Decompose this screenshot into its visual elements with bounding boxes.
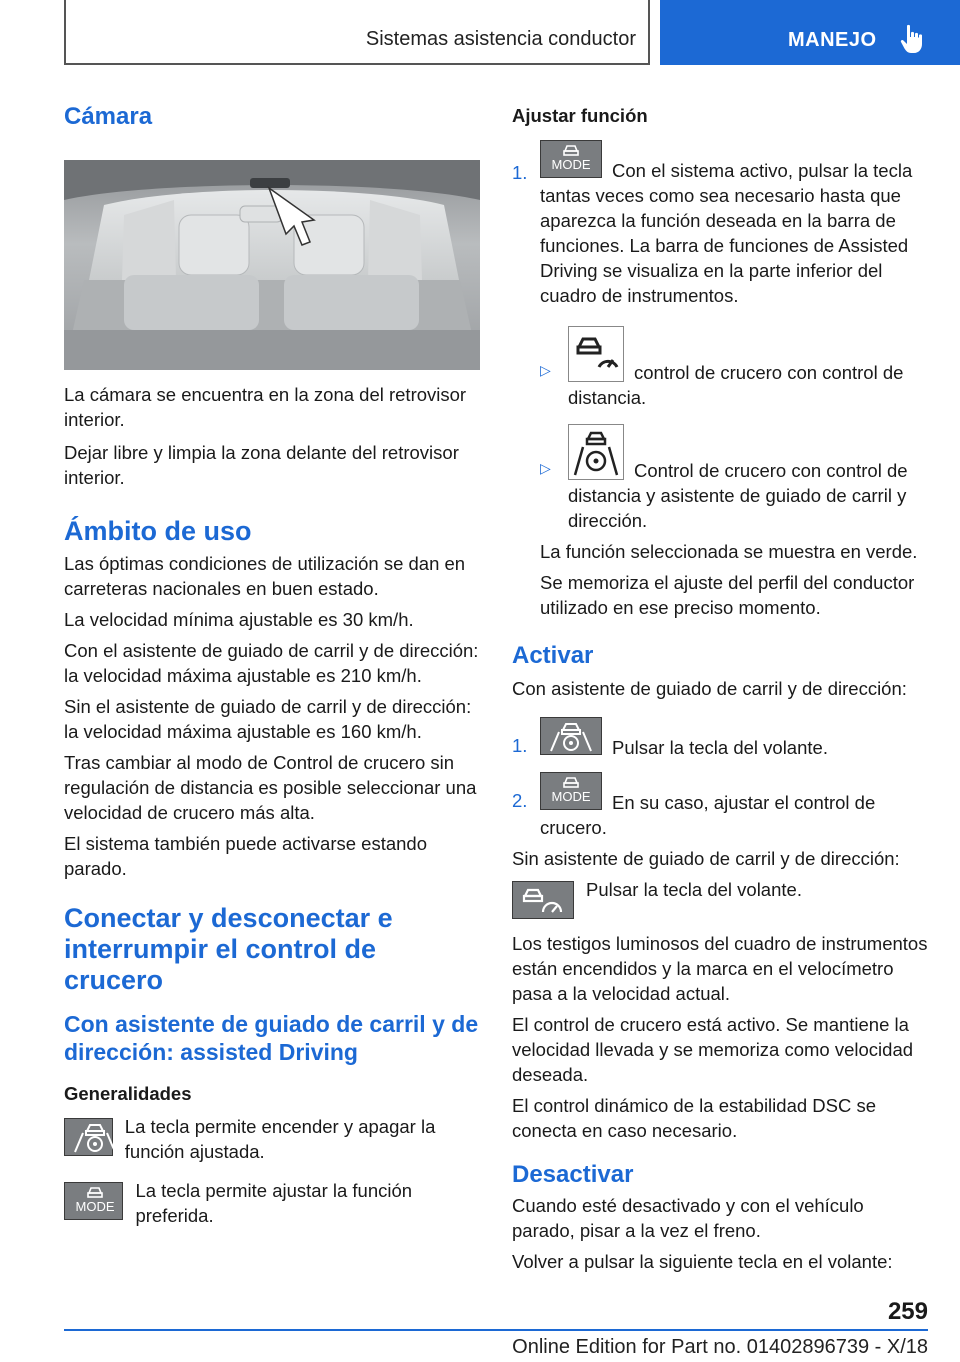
deactivate-paragraph-2: Volver a pulsar la siguiente tecla en el volante: bbox=[512, 1251, 893, 1272]
acc-function-icon bbox=[568, 326, 624, 382]
scope-heading: Ámbito de uso bbox=[64, 516, 252, 546]
activate-with-lane: Con asistente de guiado de carril y de dirección: bbox=[512, 678, 907, 699]
activate-step-2 bbox=[512, 772, 928, 840]
camera-paragraph-1: La cámara se encuentra en la zona del retrovisor interior. bbox=[64, 384, 467, 430]
mode-key-label: MODE bbox=[551, 789, 591, 804]
activate-paragraph-1: Los testigos luminosos del cuadro de instrumentos están encendidos y la marca en el velocímetro pasa a la velocidad actual. bbox=[512, 933, 928, 1004]
hand-pointer-icon bbox=[900, 24, 926, 59]
camera-paragraph-2: Dejar libre y limpia la zona delante del retrovisor interior. bbox=[64, 442, 459, 488]
header-bottom-border bbox=[64, 63, 650, 65]
mode-key-label: MODE bbox=[75, 1199, 115, 1214]
acc-key bbox=[512, 881, 574, 919]
activate-step-1-text: Pulsar la tecla del volante. bbox=[612, 737, 828, 758]
footer-rule bbox=[64, 1329, 928, 1331]
connect-heading: Conectar y desconectar e interrumpir el control de crucero bbox=[64, 903, 393, 995]
adjust-heading: Ajustar función bbox=[512, 105, 648, 126]
lane-assist-key bbox=[540, 717, 602, 755]
step-number: 2. bbox=[512, 790, 528, 811]
activate-step-2-text: En su caso, ajustar el control de crucero. bbox=[540, 792, 876, 838]
cruise-distance-icon bbox=[569, 327, 623, 381]
note-profile: Se memoriza el ajuste del perfil del conductor utilizado en ese preciso momento. bbox=[540, 572, 915, 618]
general-key-row-2 bbox=[64, 1182, 480, 1228]
bullet-triangle-icon: ▷ bbox=[540, 460, 551, 476]
steering-wheel-car-icon bbox=[65, 1119, 125, 1155]
header-right-border bbox=[648, 0, 650, 64]
lane-assist-key bbox=[64, 1118, 113, 1156]
page-number: 259 bbox=[887, 1298, 928, 1325]
mode-key bbox=[540, 772, 602, 810]
chapter-tab-label: MANEJO bbox=[788, 29, 877, 51]
general-key-row-1 bbox=[64, 1118, 480, 1164]
scope-paragraph-1: Las óptimas condiciones de utilización se dan en carreteras nacionales en buen estado. bbox=[64, 553, 466, 599]
mode-key bbox=[64, 1182, 123, 1220]
scope-paragraph-6: El sistema también puede activarse estando parado. bbox=[64, 833, 428, 879]
cruise-distance-icon bbox=[513, 882, 573, 918]
scope-paragraph-3: Con el asistente de guiado de carril y de dirección: la velocidad máxima ajustable es 210 km/h. bbox=[64, 640, 479, 686]
steering-wheel-car-icon bbox=[541, 718, 601, 754]
activate-without-lane: Sin asistente de guiado de carril y de dirección: bbox=[512, 848, 900, 869]
left-column bbox=[64, 96, 480, 1228]
section-title: Sistemas asistencia conductor bbox=[365, 28, 636, 50]
activate-acc-key-text: Pulsar la tecla del volante. bbox=[586, 879, 802, 900]
bullet-1-text: control de crucero con control de distancia. bbox=[568, 362, 904, 408]
mode-key bbox=[540, 140, 602, 178]
function-bullet-1 bbox=[512, 326, 928, 410]
general-key-2-text: La tecla permite ajustar la función preferida. bbox=[135, 1180, 413, 1226]
rear-view-mirror-camera-photo bbox=[64, 160, 480, 370]
step-1-text: Con el sistema activo, pulsar la tecla tantas veces como sea necesario hasta que aparezca la función deseada en la barra de funciones. La barra de funciones de Assisted Driving se visualiza en la parte inferior del cuadro de instrumentos. bbox=[540, 160, 913, 306]
camera-photo bbox=[64, 160, 480, 370]
scope-paragraph-2: La velocidad mínima ajustable es 30 km/h. bbox=[64, 609, 414, 630]
step-number: 1. bbox=[512, 162, 528, 183]
camera-heading: Cámara bbox=[64, 103, 153, 130]
deactivate-paragraph-1: Cuando esté desactivado y con el vehículo parado, pisar a la vez el freno. bbox=[512, 1195, 864, 1241]
activate-paragraph-2: El control de crucero está activo. Se mantiene la velocidad llevada y se memoriza como velocidad deseada. bbox=[512, 1014, 914, 1085]
right-column bbox=[512, 96, 928, 1274]
scope-paragraph-4: Sin el asistente de guiado de carril y de dirección: la velocidad máxima ajustable es 160 km/h. bbox=[64, 696, 472, 742]
function-bullet-2 bbox=[512, 424, 928, 533]
note-green: La función seleccionada se muestra en verde. bbox=[540, 541, 918, 562]
general-key-1-text: La tecla permite encender y apagar la función ajustada. bbox=[124, 1116, 436, 1162]
assisted-driving-heading: Con asistente de guiado de carril y de dirección: assisted Driving bbox=[64, 1011, 479, 1065]
activate-acc-key-row bbox=[512, 881, 928, 919]
deactivate-heading: Desactivar bbox=[512, 1161, 634, 1188]
bullet-2-text: Control de crucero con control de distancia y asistente de guiado de carril y dirección. bbox=[568, 460, 908, 531]
cruise-lane-assist-icon bbox=[569, 425, 623, 479]
activate-paragraph-3: El control dinámico de la estabilidad DSC se conecta en caso necesario. bbox=[512, 1095, 877, 1141]
edition-text: Online Edition for Part no. 01402896739 - X/18 bbox=[512, 1336, 928, 1358]
general-heading: Generalidades bbox=[64, 1083, 192, 1104]
mode-key-label: MODE bbox=[551, 157, 591, 172]
bullet-triangle-icon: ▷ bbox=[540, 362, 551, 378]
scope-paragraph-5: Tras cambiar al modo de Control de crucero sin regulación de distancia es posible seleccionar una velocidad de crucero más alta. bbox=[64, 752, 477, 823]
activate-heading: Activar bbox=[512, 642, 594, 669]
chapter-tab[interactable] bbox=[660, 0, 960, 65]
activate-step-1 bbox=[512, 717, 928, 760]
acc-lane-function-icon bbox=[568, 424, 624, 480]
adjust-step-1 bbox=[512, 140, 928, 308]
step-number: 1. bbox=[512, 735, 528, 756]
